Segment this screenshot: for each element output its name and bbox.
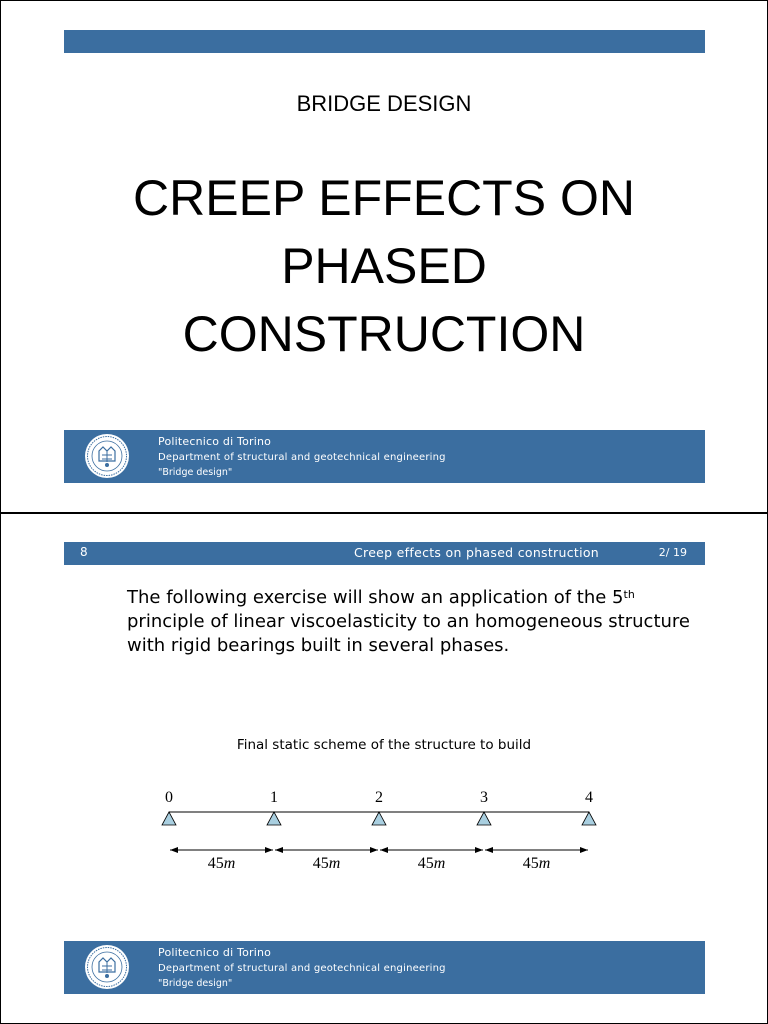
- top-banner: [64, 30, 705, 53]
- footer-banner: [64, 430, 705, 483]
- footer-institution: Politecnico di Torino: [158, 946, 272, 959]
- footer-banner: [64, 941, 705, 994]
- support-label-1: 1: [270, 789, 278, 806]
- slide-number: 8: [80, 545, 88, 559]
- static-scheme-diagram: [1, 514, 767, 934]
- span-label-4: 45m: [522, 855, 551, 872]
- university-seal-icon: [84, 433, 130, 479]
- body-superscript: th: [623, 588, 635, 601]
- support-label-3: 3: [480, 789, 488, 806]
- support-3-icon: [477, 812, 491, 825]
- span-label-3: 45m: [417, 855, 446, 872]
- support-1-icon: [267, 812, 281, 825]
- footer-department: Department of structural and geotechnical engineering: [158, 452, 446, 463]
- slide-main-title: [1, 164, 767, 368]
- support-label-4: 4: [585, 789, 593, 806]
- footer-institution: Politecnico di Torino: [158, 435, 272, 448]
- slide-subtitle: BRIDGE DESIGN: [296, 91, 472, 116]
- support-label-2: 2: [375, 789, 383, 806]
- span-label-1: 45m: [207, 855, 236, 872]
- header-title: Creep effects on phased construction: [354, 545, 600, 560]
- support-2-icon: [372, 812, 386, 825]
- title-line-2: PHASED: [281, 238, 487, 294]
- support-4-icon: [582, 812, 596, 825]
- content-slide: [0, 513, 768, 1024]
- support-label-0: 0: [165, 789, 173, 806]
- footer-department: Department of structural and geotechnical engineering: [158, 963, 446, 974]
- university-seal-icon: [84, 944, 130, 990]
- scheme-caption: Final static scheme of the structure to build: [236, 737, 532, 753]
- title-line-1: CREEP EFFECTS ON: [133, 170, 635, 226]
- title-line-3: CONSTRUCTION: [182, 306, 586, 362]
- body-text-start: The following exercise will show an application of the 5: [127, 587, 624, 608]
- support-0-icon: [162, 812, 176, 825]
- footer-course: "Bridge design": [158, 467, 233, 478]
- span-label-2: 45m: [312, 855, 341, 872]
- footer-course: "Bridge design": [158, 978, 233, 989]
- body-text-end: principle of linear viscoelasticity to an homogeneous structure with rigid bearings built in several phases.: [127, 611, 690, 656]
- page-count: 2/ 19: [658, 546, 687, 559]
